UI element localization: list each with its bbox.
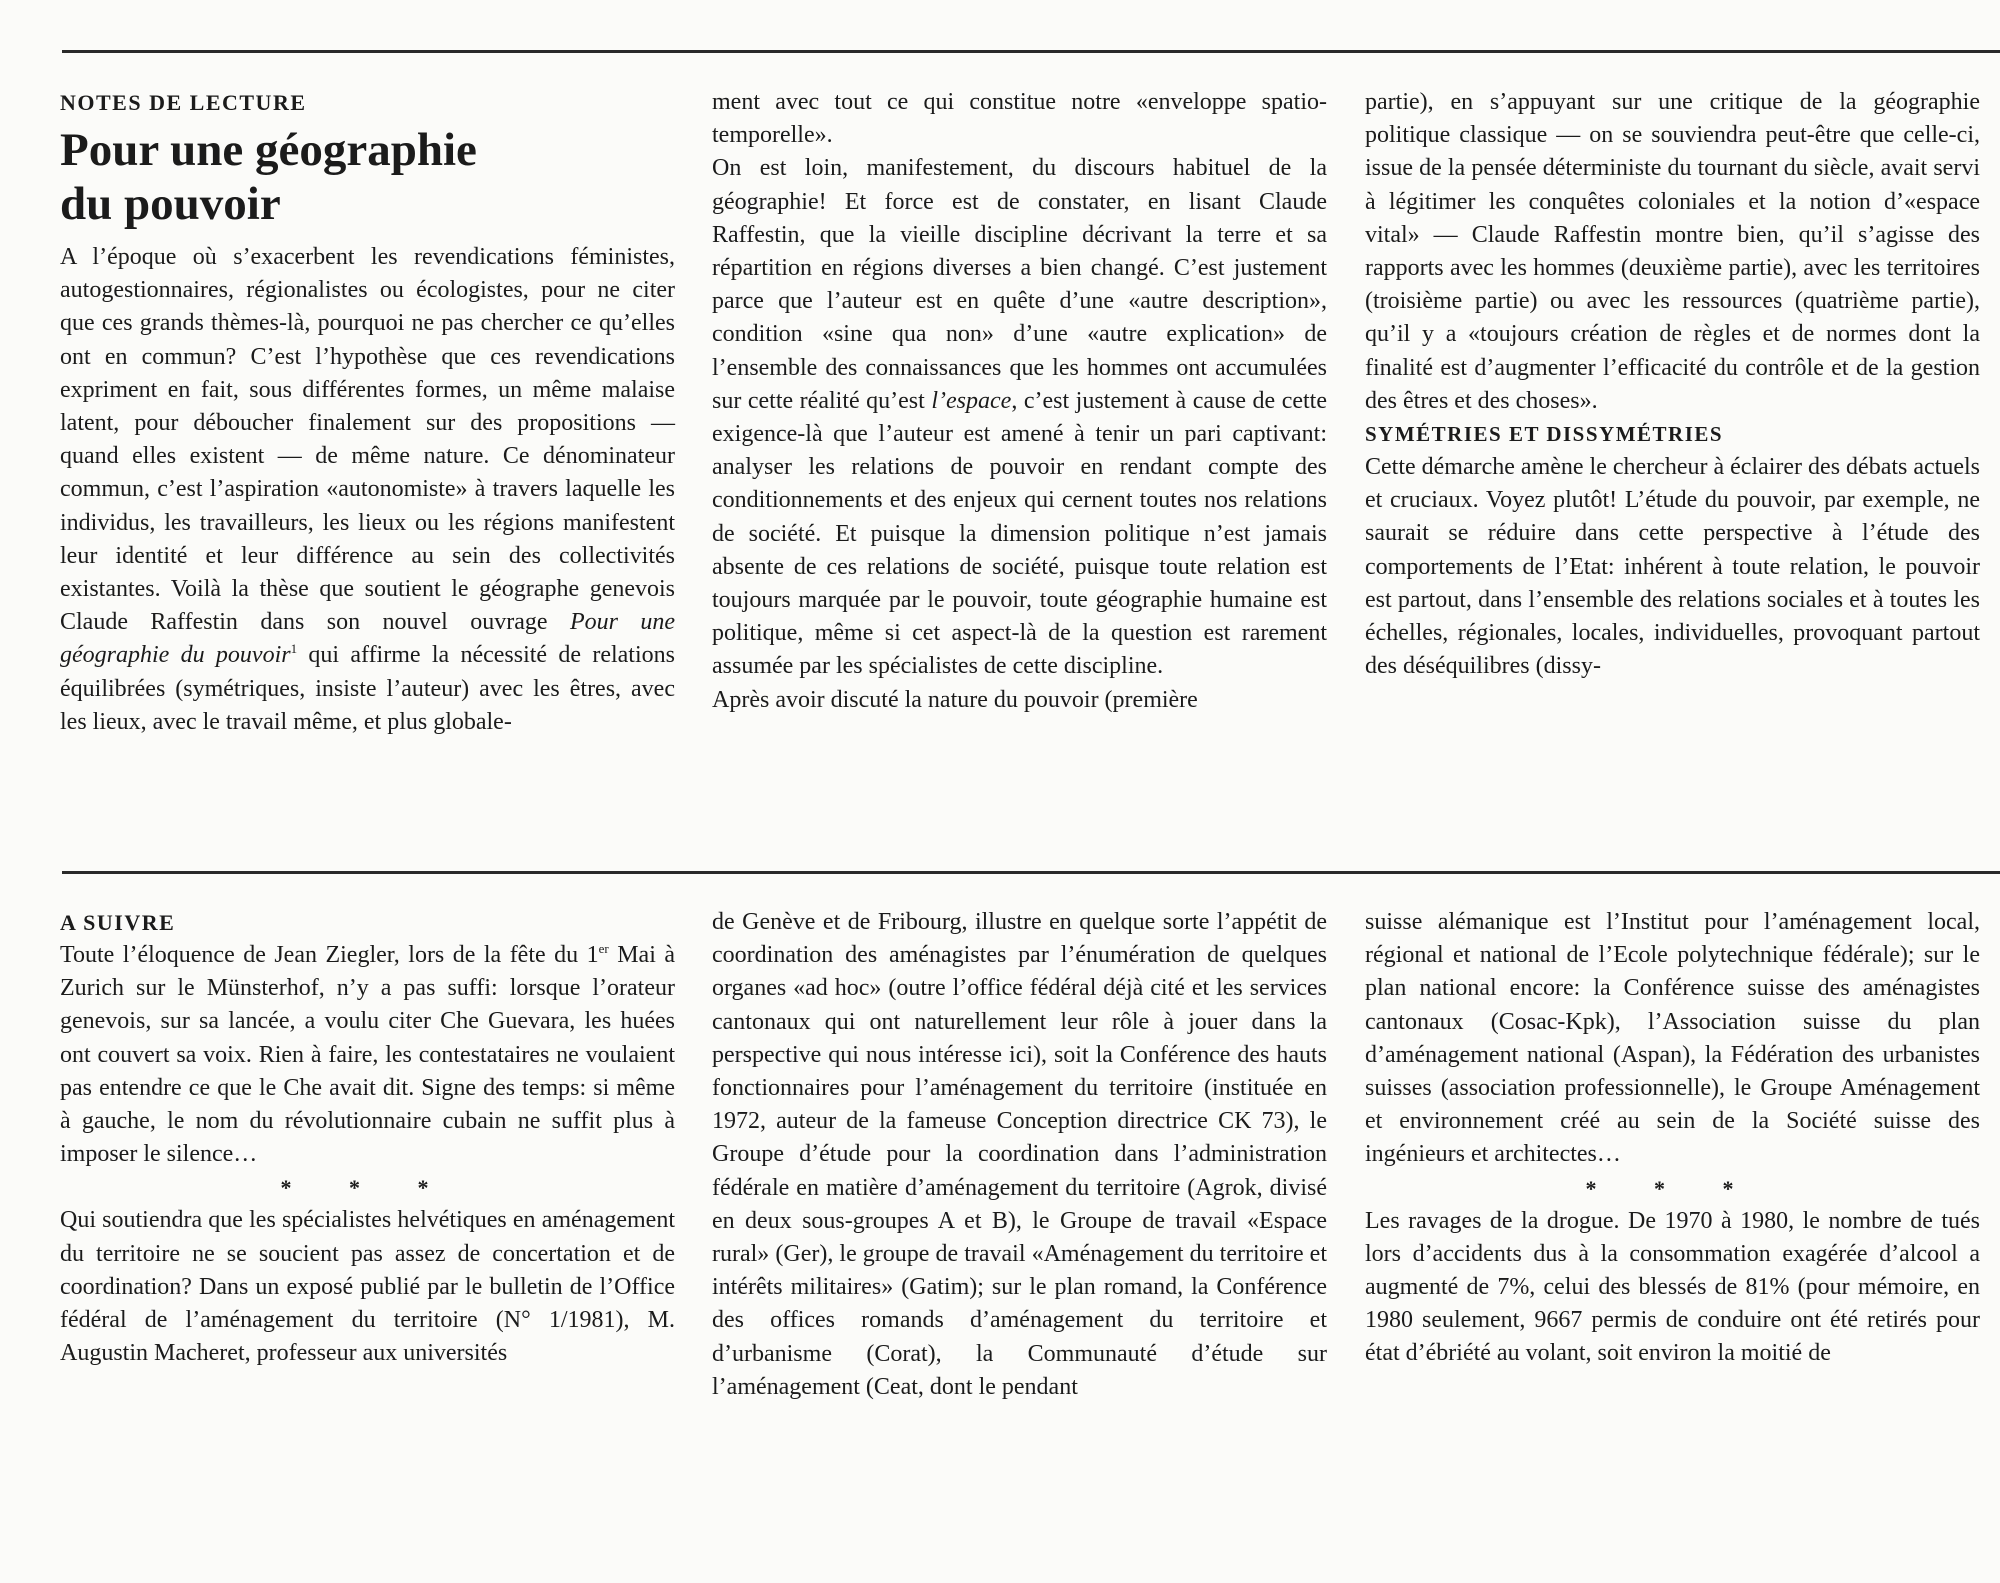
section-kicker: NOTES DE LECTURE [60,90,307,115]
article1-column-1 [60,86,675,739]
body-text: , c’est justement à cause de cette exigence-là que l’auteur est amené à tenir un pari captivant: analyser les relations de pouvoir en rendant compte des conditionnements et des enjeux qui cernent toutes nos relations de société. Et puisque la dimension politique n’est jamais absente de ces relations de société, puisque toute relation est toujours marquée par le pouvoir, toute géographie humaine est politique, même si cet aspect-là de la question est rarement assumée par les spécialistes de cette discipline. [712,387,1327,680]
article1-paragraph [60,241,675,739]
article1-paragraph: ment avec tout ce qui constitue notre «enveloppe spatio-temporelle». [712,89,1327,149]
article2-paragraph: Qui soutiendra que les spécialistes helvétiques en aménagement du territoire ne se soucient pas assez de concertation et de coordination? Dans un exposé publié par le bulletin de l’Office fédéral de l’aménagement du territoire (N° 1/1981), M. Augustin Macheret, professeur aux universités [60,1207,675,1367]
section-kicker: A SUIVRE [60,910,176,935]
body-text: Toute l’éloquence de Jean Ziegler, lors de la fête du 1 [60,942,599,968]
italic-term: l’espace [931,387,1012,414]
headline-line-2: du pouvoir [60,178,281,230]
book-title: Pour une géographie du pouvoir [60,609,676,669]
article1-paragraph [712,152,1327,683]
article1-paragraph: Après avoir discuté la nature du pouvoir (première [712,686,1198,713]
body-text: A l’époque où s’exacerbent les revendications féministes, autogestionnaires, régionalistes ou écologistes, pour ne citer que ces grands thèmes-là, pourquoi ne pas chercher ce qu’elles ont en commun? C’est l’hypothèse que ces revendications expriment en fait, sous différentes formes, un même malaise latent, pour déboucher finalement sur des propositions — quand elles existent — de même nature. Ce dénominateur commun, c’est l’aspiration «autonomiste» à travers laquelle les individus, les travailleurs, les lieux ou les régions manifestent leur identité et leur différence au sein des collectivités existantes. Voilà la thèse que soutient le géographe genevois Claude Raffestin dans son nouvel ouvrage [60,244,675,636]
article1-paragraph: partie), en s’appuyant sur une critique de la géographie politique classique — on se souviendra peut-être que celle-ci, issue de la pensée déterministe du tournant du siècle, avait servi à légitimer les conquêtes coloniales et la notion d’«espace vital» — Claude Raffestin montre bien, qu’il s’agisse des rapports avec les hommes (deuxième partie), avec les territoires (troisième partie) ou avec les ressources (quatrième partie), qu’il y a «toujours création de règles et de normes dont la finalité est d’augmenter l’efficacité du contrôle et de la gestion des êtres et des choses». [1365,89,1980,414]
headline-line-1: Pour une géographie [60,124,477,176]
article2-paragraph: suisse alémanique est l’Institut pour l’aménagement local, régional et national de l’Ecole polytechnique fédérale); sur le plan national encore: la Conférence suisse des aménagistes cantonaux (Cosac-Kpk), l’Association suisse du plan d’aménagement national (Aspan), la Fédération des urbanistes suisses (association professionnelle), le Groupe Aménagement et environnement créé au sein de la Société suisse des ingénieurs et architectes… [1365,909,1980,1168]
body-text: qui affirme la nécessité de relations équilibrées (symétriques, insiste l’auteur) avec les êtres, avec les lieux, avec le travail même, et plus globale- [60,642,675,735]
article2-column-3 [1365,906,1980,1371]
article2-paragraph [60,939,675,1171]
section-divider-rule [62,871,2000,874]
footnote-marker: 1 [290,641,298,657]
section-subheading: SYMÉTRIES ET DISSYMÉTRIES [1365,422,1724,447]
body-text: On est loin, manifestement, du discours habituel de la géographie! Et force est de constater, en lisant Claude Raffestin, que la vieille discipline décrivant la terre et sa répartition en régions diverses a bien changé. C’est justement parce que l’auteur est en quête d’une «autre description», condition «sine qua non» d’une «autre explication» de l’ensemble des connaissances que les hommes ont accumulées sur cette réalité qu’est [712,155,1327,414]
top-rule [62,50,2000,53]
section-separator: * * * [1585,1175,1760,1201]
article2-column-2 [712,906,1327,1404]
article1-column-3 [1365,86,1980,683]
section-separator: * * * [280,1175,455,1201]
body-text: Mai à Zurich sur le Münsterhof, n’y a pas suffi: lorsque l’orateur genevois, sur sa lancée, a voulu citer Che Guevara, les huées ont couvert sa voix. Rien à faire, les contestataires ne voulaient pas entendre ce que le Che avait dit. Signe des temps: si même à gauche, le nom du révolutionnaire cubain ne suffit plus à imposer le silence… [60,942,676,1168]
article1-column-2 [712,86,1327,717]
article-headline [60,123,675,231]
ordinal-superscript: er [598,941,609,956]
article2-paragraph: Les ravages de la drogue. De 1970 à 1980, le nombre de tués lors d’accidents dus à la consommation exagérée d’alcool a augmenté de 7%, celui des blessés de 81% (pour mémoire, en 1980 seulement, 9667 permis de conduire ont été retirés pour état d’ébriété au volant, soit environ la moitié de [1365,1207,1980,1367]
article2-column-1 [60,906,675,1370]
article1-paragraph: Cette démarche amène le chercheur à éclairer des débats actuels et cruciaux. Voyez plutôt! L’étude du pouvoir, par exemple, ne saurait se réduire dans cette perspective à l’étude des comportements de l’Etat: inhérent à toute relation, le pouvoir est partout, dans l’ensemble des relations sociales et à toutes les échelles, régionales, locales, individuelles, provoquant partout des déséquilibres (dissy- [1365,454,1980,680]
article2-paragraph: de Genève et de Fribourg, illustre en quelque sorte l’appétit de coordination des aménagistes par l’énumération de quelques organes «ad hoc» (outre l’office fédéral déjà cité et les services cantonaux qui ont naturellement leur rôle à jouer dans la perspective qui nous intéresse ici), soit la Conférence des hauts fonctionnaires pour l’aménagement du territoire (instituée en 1972, auteur de la fameuse Conception directrice CK 73), le Groupe d’étude pour la coordination dans l’administration fédérale en matière d’aménagement du territoire (Agrok, divisé en deux sous-groupes A et B), le Groupe de travail «Espace rural» (Ger), le groupe de travail «Aménagement du territoire et intérêts militaires» (Gatim); sur le plan romand, la Conférence des offices romands d’aménagement du territoire et d’urbanisme (Corat), la Communauté d’étude sur l’aménagement (Ceat, dont le pendant [712,909,1327,1400]
